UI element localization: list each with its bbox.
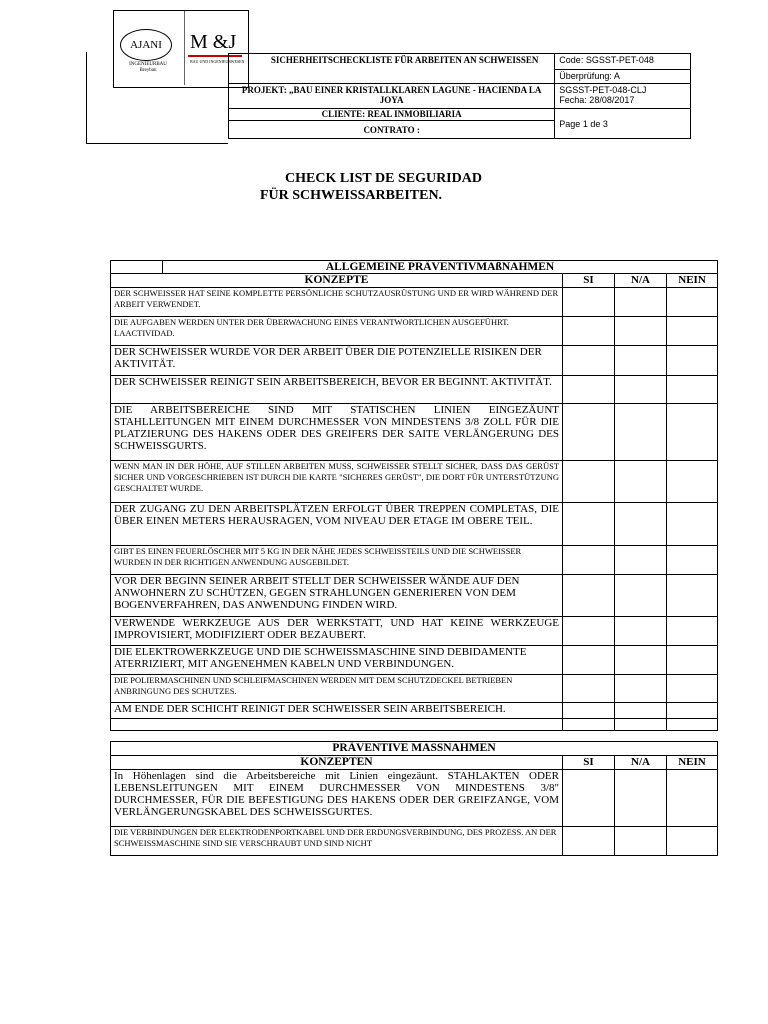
- section2-col-na: N/A: [615, 756, 667, 770]
- doc-page: Page 1 de 3: [555, 109, 691, 139]
- checklist-title-line2: FÜR SCHWEISSARBEITEN.: [260, 188, 443, 203]
- section2-heading: PRÄVENTIVE MASSNAHMEN: [111, 742, 718, 756]
- section1-corner: [111, 261, 163, 274]
- doc-project: PROJEKT: „BAU EINER KRISTALLKLAREN LAGUNE - HACIENDA LA JOYA: [229, 84, 555, 109]
- checklist-row: In Höhenlagen sind die Arbeitsbereiche mit Linien eingezäunt. STAHLAKTEN ODER LEBENSLEITUNGEN MIT EINEM DURCHMESSER VON MINDESTENS 3/8" DURCHMESSER, FÜR DIE BEFESTIGUNG DES HAKENS ODER DER GREIFZANGE, VOM VERLÄNGERUNGSKABEL DES SCHWEISSGURTES.: [111, 770, 563, 827]
- checklist-row: DER SCHWEISSER WURDE VOR DER ARBEIT ÜBER DIE POTENZIELLE RISIKEN DER AKTIVITÄT.: [111, 346, 563, 376]
- section1-col-si: SI: [563, 274, 615, 288]
- header-left-border: [86, 52, 87, 144]
- checkbox-nein[interactable]: [667, 503, 718, 546]
- mj-logo-name: M &J: [190, 31, 237, 53]
- checkbox-si[interactable]: [563, 461, 615, 503]
- checkbox-si[interactable]: [563, 646, 615, 675]
- checkbox-na[interactable]: [615, 288, 667, 317]
- checklist-row: WENN MAN IN DER HÖHE, AUF STILLEN ARBEITEN MUSS, SCHWEISSER STELLT SICHER, DASS DAS GERÜST SICHER UND VORGESCHRIEBEN IST DURCH DIE KARTE "SICHERES GERÜST", DIE DORT FÜR UNTERSTÜTZUNG GESCHALTET WURDE.: [111, 461, 563, 503]
- doc-client: CLIENTE: REAL INMOBILIARIA: [229, 109, 555, 121]
- ajani-logo: [114, 11, 185, 85]
- doc-contract: CONTRATO :: [229, 121, 555, 139]
- checklist-row: DIE VERBINDUNGEN DER ELEKTRODENPORTKABEL UND DER ERDUNGSVERBINDUNG, DES PROZESS. AN DER SCHWEISSMASCHINE SIND SIE VERSCHRAUBT UND SIND NICHT: [111, 827, 563, 856]
- header-bottom-line: [86, 143, 228, 144]
- doc-review: Überprüfung: A: [559, 71, 620, 81]
- ajani-logo-name: AJANI: [120, 29, 172, 61]
- checkbox-na[interactable]: [615, 617, 667, 646]
- checkbox-si[interactable]: [563, 376, 615, 404]
- checkbox-na[interactable]: [615, 503, 667, 546]
- checkbox-na[interactable]: [615, 675, 667, 703]
- checklist-row: AM ENDE DER SCHICHT REINIGT DER SCHWEISSER SEIN ARBEITSBEREICH.: [111, 703, 563, 719]
- checkbox-na[interactable]: [615, 376, 667, 404]
- checkbox-na[interactable]: [615, 827, 667, 856]
- checkbox-na[interactable]: [615, 546, 667, 575]
- checkbox-na[interactable]: [615, 346, 667, 376]
- section1-col-concept: KONZEPTE: [111, 274, 563, 288]
- checkbox-na[interactable]: [615, 317, 667, 346]
- checkbox-si[interactable]: [563, 346, 615, 376]
- section1-heading: ALLGEMEINE PRÄVENTIVMAßNAHMEN: [163, 261, 718, 274]
- checkbox-si[interactable]: [563, 703, 615, 719]
- checkbox-nein[interactable]: [667, 317, 718, 346]
- document-header-table: [228, 53, 691, 139]
- checklist-row: VOR DER BEGINN SEINER ARBEIT STELLT DER SCHWEISSER WÄNDE AUF DEN ANWOHNERN ZU SCHÜTZEN, GEGEN STRAHLUNGEN GENERIEREN VON DEM BOGENVERFAHREN, DAS ANWENDUNG FINDEN WIRD.: [111, 575, 563, 617]
- checkbox-na[interactable]: [615, 703, 667, 719]
- checkbox-si[interactable]: [563, 719, 615, 731]
- checkbox-na[interactable]: [615, 770, 667, 827]
- checkbox-nein[interactable]: [667, 575, 718, 617]
- checkbox-nein[interactable]: [667, 770, 718, 827]
- checkbox-na[interactable]: [615, 575, 667, 617]
- empty-row: [111, 719, 563, 731]
- checklist-row: DER ZUGANG ZU DEN ARBEITSPLÄTZEN ERFOLGT ÜBER TREPPEN COMPLETAS, DIE ÜBER EINEN METERS HERAUSRAGEN, VOM NIVEAU DER ETAGE IM OBERE TEIL.: [111, 503, 563, 546]
- checkbox-nein[interactable]: [667, 827, 718, 856]
- checkbox-na[interactable]: [615, 404, 667, 461]
- checkbox-si[interactable]: [563, 675, 615, 703]
- checkbox-si[interactable]: [563, 317, 615, 346]
- checkbox-nein[interactable]: [667, 546, 718, 575]
- doc-code: Code: SGSST-PET-048: [555, 54, 690, 70]
- doc-title: SICHERHEITSCHECKLISTE FÜR ARBEITEN AN SCHWEISSEN: [229, 54, 555, 84]
- checkbox-si[interactable]: [563, 770, 615, 827]
- section1-col-nein: NEIN: [667, 274, 718, 288]
- mj-logo-sub: BAU UND INGENIEURWESEN: [190, 59, 245, 64]
- doc-code-cell: [555, 54, 691, 84]
- general-measures-table: [110, 260, 718, 731]
- checkbox-si[interactable]: [563, 617, 615, 646]
- checkbox-si[interactable]: [563, 575, 615, 617]
- checkbox-nein[interactable]: [667, 461, 718, 503]
- checklist-row: DER SCHWEISSER HAT SEINE KOMPLETTE PERSÖNLICHE SCHUTZAUSRÜSTUNG UND ER WIRD WÄHREND DER ARBEIT VERWENDET.: [111, 288, 563, 317]
- checklist-row: DIE ELEKTROWERKZEUGE UND DIE SCHWEISSMASCHINE SIND DEBIDAMENTE ATERRIZIERT, MIT ANGENEHMEN KABELN UND VERBINDUNGEN.: [111, 646, 563, 675]
- preventive-measures-table: [110, 741, 718, 856]
- section2-col-concept: KONZEPTEN: [111, 756, 563, 770]
- checkbox-nein[interactable]: [667, 404, 718, 461]
- checkbox-nein[interactable]: [667, 288, 718, 317]
- checklist-row: DIE POLIERMASCHINEN UND SCHLEIFMASCHINEN WERDEN MIT DEM SCHUTZDECKEL BETRIEBEN ANBRINGUNG DES SCHUTZES.: [111, 675, 563, 703]
- section1-col-na: N/A: [615, 274, 667, 288]
- section2-col-nein: NEIN: [667, 756, 718, 770]
- checkbox-nein[interactable]: [667, 617, 718, 646]
- checkbox-nein[interactable]: [667, 675, 718, 703]
- checklist-row: DIE ARBEITSBEREICHE SIND MIT STATISCHEN LINIEN EINGEZÄUNT STAHLLEITUNGEN MIT EINEM DURCHMESSER VON MINDESTENS 3/8 ZOLL FÜR DIE PLATZIERUNG DES HAKENS ODER DES GREIFERS DER SAITE VERLÄNGERUNG DES SCHWEISSGURTS.: [111, 404, 563, 461]
- checkbox-nein[interactable]: [667, 719, 718, 731]
- checklist-title-line1: CHECK LIST DE SEGURIDAD: [285, 171, 482, 186]
- checklist-row: GIBT ES EINEN FEUERLÖSCHER MIT 5 KG IN DER NÄHE JEDES SCHWEISSTEILS UND DIE SCHWEISSER WURDEN IN DER RICHTIGEN ANWENDUNG AUSGEBILDET.: [111, 546, 563, 575]
- checkbox-nein[interactable]: [667, 346, 718, 376]
- checklist-row: VERWENDE WERKZEUGE AUS DER WERKSTATT, UND HAT KEINE WERKZEUGE IMPROVISIERT, MODIFIZIERT ODER BEZAUBERT.: [111, 617, 563, 646]
- checkbox-nein[interactable]: [667, 376, 718, 404]
- checklist-row: DER SCHWEISSER REINIGT SEIN ARBEITSBEREICH, BEVOR ER BEGINNT. AKTIVITÄT.: [111, 376, 563, 404]
- checkbox-si[interactable]: [563, 546, 615, 575]
- checkbox-nein[interactable]: [667, 703, 718, 719]
- ajani-logo-sub: INGENIEURBAU Breyban: [129, 62, 167, 73]
- checkbox-na[interactable]: [615, 646, 667, 675]
- checkbox-na[interactable]: [615, 719, 667, 731]
- checkbox-na[interactable]: [615, 461, 667, 503]
- checkbox-si[interactable]: [563, 288, 615, 317]
- checkbox-nein[interactable]: [667, 646, 718, 675]
- doc-date: Fecha: 28/08/2017: [559, 95, 635, 105]
- doc-ref-code: SGSST-PET-048-CLJ: [559, 85, 647, 95]
- checkbox-si[interactable]: [563, 404, 615, 461]
- section2-col-si: SI: [563, 756, 615, 770]
- checkbox-si[interactable]: [563, 503, 615, 546]
- checklist-row: DIE AUFGABEN WERDEN UNTER DER ÜBERWACHUNG EINES VERANTWORTLICHEN AUSGEFÜHRT. LAACTIVIDAD.: [111, 317, 563, 346]
- doc-ref-cell: [555, 84, 691, 109]
- checkbox-si[interactable]: [563, 827, 615, 856]
